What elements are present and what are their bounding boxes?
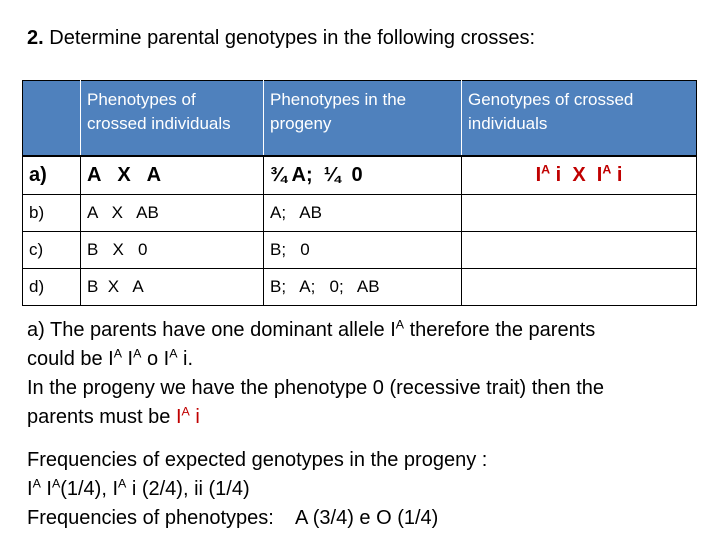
row-genotype-empty — [462, 232, 697, 269]
question-number: 2. — [27, 27, 44, 49]
row-progeny: B; 0 — [264, 232, 462, 269]
row-label: a) — [23, 156, 81, 195]
table-row — [23, 269, 697, 306]
header-genotypes-crossed: Genotypes of crossed individuals — [462, 81, 697, 157]
row-genotype: $I^A$ i X $I^A$ i — [462, 156, 697, 195]
header-empty — [23, 81, 81, 157]
row-genotype-empty — [462, 269, 697, 306]
frequencies-phenotypes: Frequencies of phenotypes: A (3/4) e O (1/4) — [27, 507, 439, 529]
row-progeny: ¾ A; ¼ 0 — [264, 156, 462, 195]
question-text: Determine parental genotypes in the following crosses: — [49, 27, 536, 49]
explanation-line-2: could be $I^A$ $I^A$ o $I^A$ i. — [27, 346, 194, 370]
crosses-table — [22, 80, 697, 306]
table-header-row — [23, 81, 697, 157]
explanation-line-4: parents must be $I^A$ i — [27, 404, 200, 428]
row-label: b) — [23, 195, 81, 232]
header-phenotypes-progeny: Phenotypes in the progeny — [264, 81, 462, 157]
table-row — [23, 195, 697, 232]
explanation-line-3: In the progeny we have the phenotype 0 (recessive trait) then the — [27, 377, 605, 399]
row-label: c) — [23, 232, 81, 269]
row-cross: A X A — [81, 156, 264, 195]
row-genotype-empty — [462, 195, 697, 232]
row-label: d) — [23, 269, 81, 306]
row-cross: B X A — [81, 269, 264, 306]
question-heading — [27, 27, 535, 50]
row-progeny: A; AB — [264, 195, 462, 232]
frequencies-genotypes-values: $I^A$ $I^A(1/4)$, $I^A$ i (2/4), ii (1/4) — [27, 476, 250, 500]
explanation-block — [27, 316, 707, 533]
table-row — [23, 156, 697, 195]
row-cross: B X 0 — [81, 232, 264, 269]
table-row — [23, 232, 697, 269]
row-cross: A X AB — [81, 195, 264, 232]
row-progeny: B; A; 0; AB — [264, 269, 462, 306]
explanation-line-1: a) The parents have one dominant allele $I^A$ therefore the parents — [27, 317, 596, 341]
frequencies-genotypes-title: Frequencies of expected genotypes in the progeny : — [27, 449, 488, 471]
header-phenotypes-crossed: Phenotypes of crossed individuals — [81, 81, 264, 157]
